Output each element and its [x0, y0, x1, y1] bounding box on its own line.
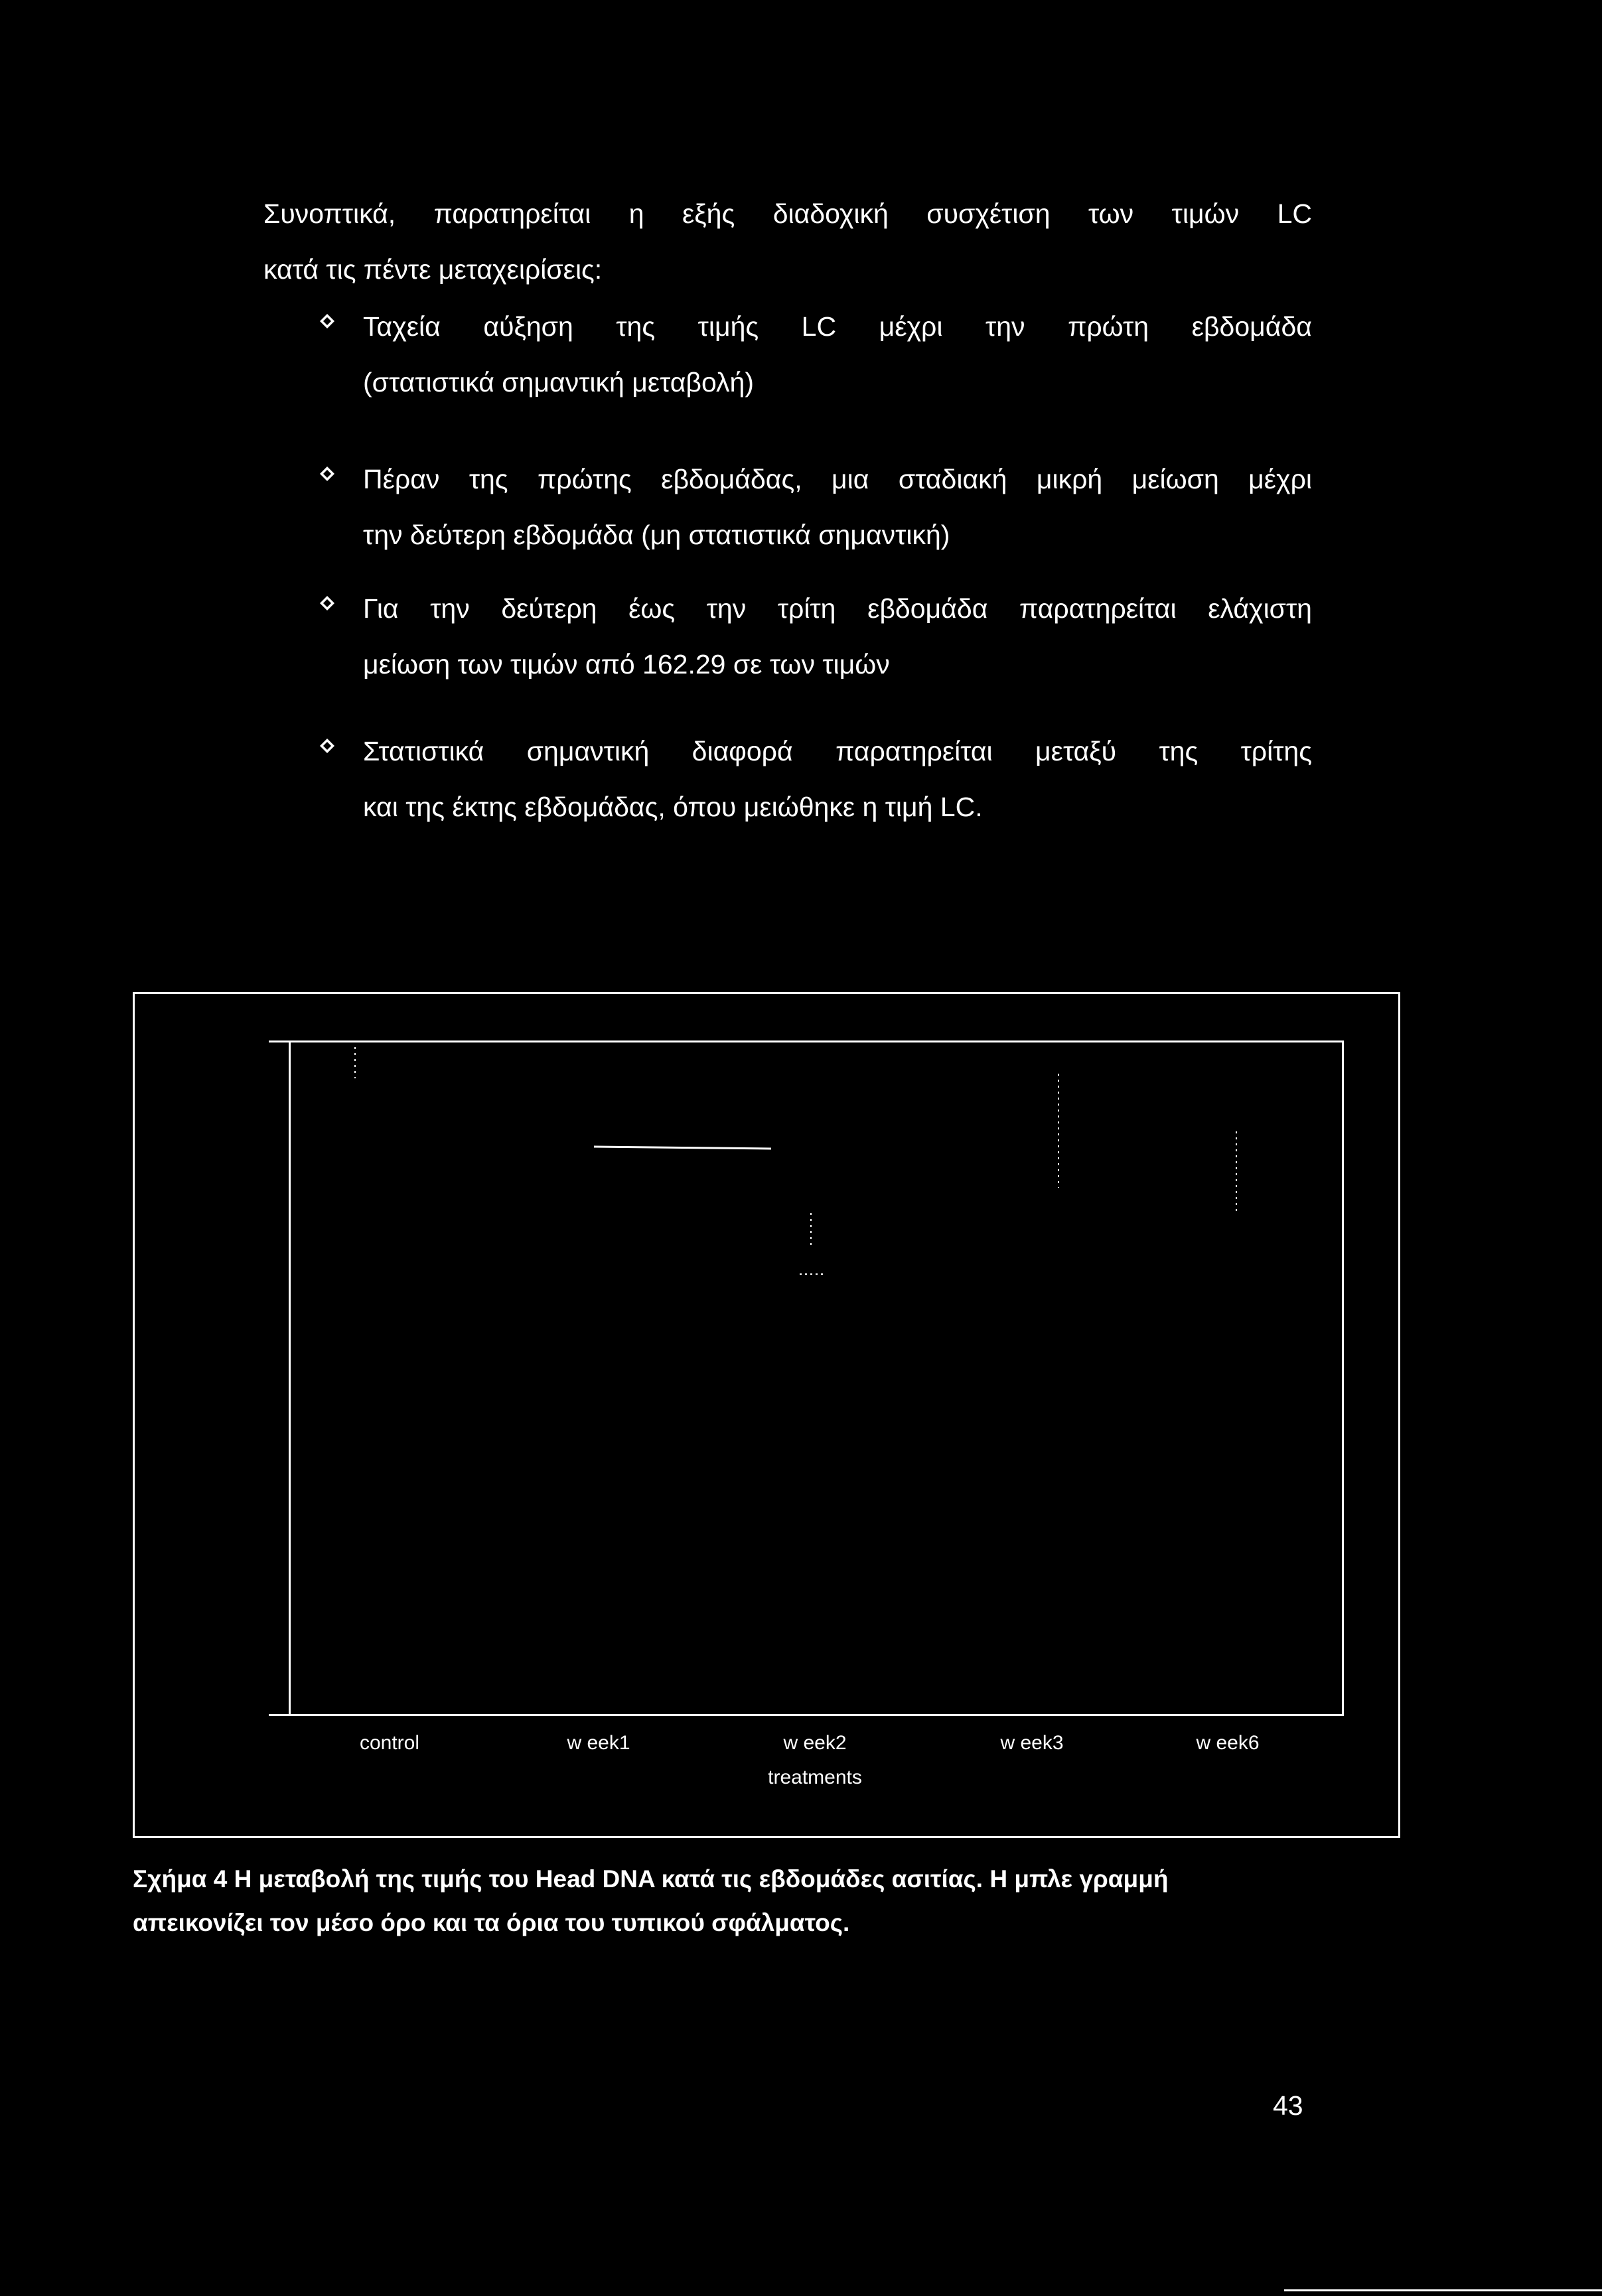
bullet-1-line-2: (στατιστικά σημαντική μεταβολή) — [363, 367, 754, 397]
bullet-4-line-2: και της έκτης εβδομάδας, όπου μειώθηκε η τιμή LC. — [363, 792, 983, 822]
bottom-rule — [1284, 2289, 1602, 2291]
x-tick-label: control — [359, 1732, 420, 1754]
page-number: 43 — [1273, 2090, 1303, 2121]
bullet-4-line-1: Στατιστικά σημαντική διαφορά παρατηρείται μεταξύ της τρίτης — [363, 736, 1312, 766]
intro-line-1: Συνοπτικά, παρατηρείται η εξής διαδοχική συσχέτιση των τιμών LC — [263, 198, 1312, 229]
bullet-3-line-1: Για την δεύτερη έως την τρίτη εβδομάδα παρατηρείται ελάχιστη — [363, 593, 1312, 624]
bullet-3-line-2: μείωση των τιμών από 162.29 σε των τιμών — [363, 649, 890, 680]
x-tick-label: w eek3 — [1000, 1732, 1064, 1754]
x-tick-label: w eek1 — [567, 1732, 630, 1754]
figure-caption-line-1: Σχήμα 4 Η μεταβολή της τιμής του Head DNA κατά τις εβδομάδες ασιτίας. Η μπλε γραμμή — [133, 1865, 1169, 1893]
figure-caption-line-2: απεικονίζει τον μέσο όρο και τα όρια του τυπικού σφάλματος. — [133, 1909, 850, 1936]
x-axis-label: treatments — [768, 1766, 862, 1788]
bullet-2-line-2: την δεύτερη εβδομάδα (μη στατιστικά σημαντική) — [363, 520, 950, 550]
mean-line-segment — [594, 1147, 771, 1149]
bullet-1-line-1: Ταχεία αύξηση της τιμής LC μέχρι την πρώτη εβδομάδα — [363, 311, 1312, 342]
bullet-2-line-1: Πέραν της πρώτης εβδομάδας, μια σταδιακή μικρή μείωση μέχρι — [363, 464, 1312, 494]
x-tick-label: w eek2 — [783, 1732, 847, 1754]
x-tick-label: w eek6 — [1196, 1732, 1260, 1754]
intro-line-2: κατά τις πέντε μεταχειρίσεις: — [263, 254, 603, 285]
